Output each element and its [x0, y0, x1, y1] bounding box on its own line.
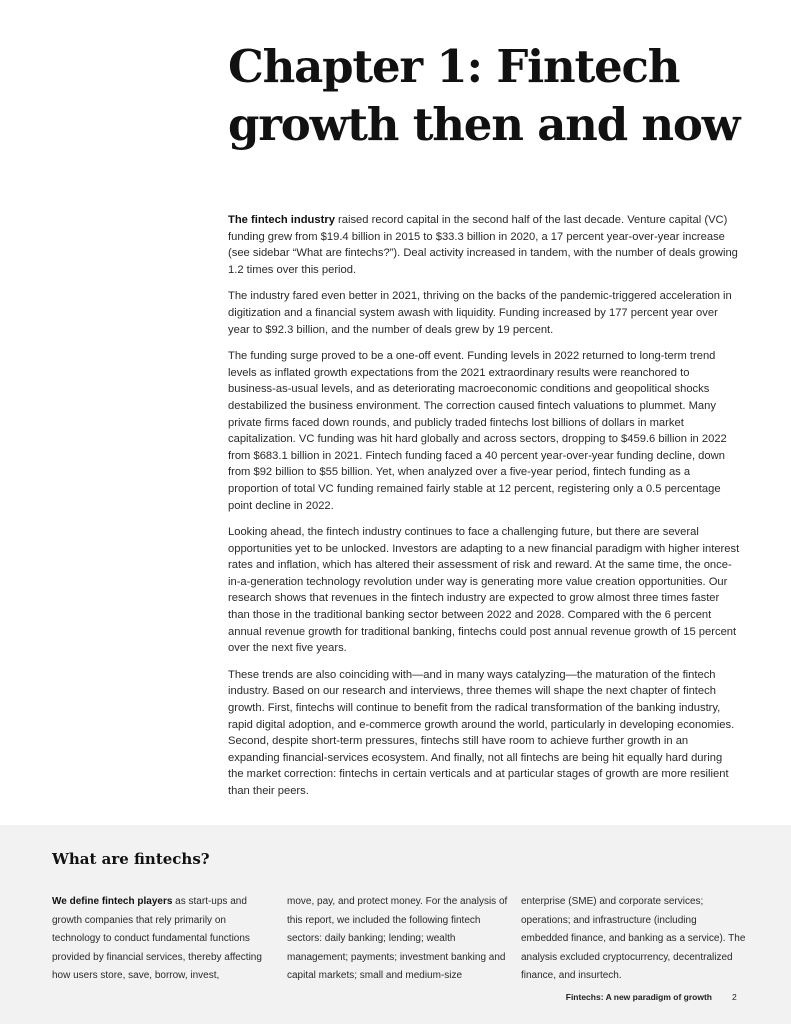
page-number: 2 — [732, 992, 737, 1002]
sidebar-column-2: move, pay, and protect money. For the analysis of this report, we included the following fintech sectors: daily banking; lending; wealth management; payments; investment banking and capital markets; small and medium-size — [287, 896, 508, 981]
paragraph-3: The funding surge proved to be a one-off event. Funding levels in 2022 returned to long-term trend levels as inflated growth expectations from the 2021 extraordinary results were reanchored to business-as-usual levels, and as deteriorating macroeconomic conditions and geopolitical shocks destabilized the business environment. The correction caused fintech valuations to plummet. Many private firms faced down rounds, and publicly traded fintechs lost billions of dollars in market capitalization. VC funding was hit hard globally and across sectors, dropping to $459.6 billion in 2022 from $683.1 billion in 2021. Fintech funding faced a 40 percent year-over-year funding decline, down from $92 billion to $55 billion. Yet, when analyzed over a five-year period, fintech funding as a proportion of total VC funding remained fairly stable at 12 percent, registering only a 0.5 percentage point decline in 2022. — [228, 350, 727, 512]
chapter-title-line-2: growth then and now — [228, 98, 740, 151]
sidebar-column-3: enterprise (SME) and corporate services; operations; and infrastructure (including embedded finance, and banking as a service). The analysis excluded cryptocurrency, decentralized finance, and insurtech. — [521, 896, 746, 981]
chapter-title-line-1: Chapter 1: Fintech — [228, 40, 680, 93]
paragraph-1 — [228, 212, 740, 278]
sidebar-column-1 — [52, 893, 277, 986]
sidebar-title: What are fintechs? — [52, 850, 210, 868]
paragraph-2: The industry fared even better in 2021, thriving on the backs of the pandemic-triggered acceleration in digitization and a financial system awash with liquidity. Funding increased by 177 percent year over year to $92.3 billion, and the number of deals grew by 19 percent. — [228, 290, 732, 336]
body-text — [228, 212, 740, 810]
sidebar-column-1-text: as start-ups and growth companies that rely primarily on technology to conduct fundamental functions provided by financial services, thereby affecting how users store, save, borrow, invest, — [52, 896, 262, 981]
paragraph-1-lead: The fintech industry — [228, 214, 335, 226]
paragraph-1-text: raised record capital in the second half of the last decade. Venture capital (VC) funding grew from $19.4 billion in 2015 to $33.3 billion in 2020, a 17 percent year-over-year increase (see sidebar “What are fintechs?”). Deal activity increased in tandem, with the number of deals growing 1.2 times over this period. — [228, 214, 738, 276]
paragraph-5: These trends are also coinciding with—and in many ways catalyzing—the maturation of the fintech industry. Based on our research and interviews, three themes will shape the next chapter of fintech growth. First, fintechs will continue to benefit from the radical transformation of the banking industry, rapid digital adoption, and e-commerce growth around the world, particularly in developing economies. Second, despite short-term pressures, fintechs still have room to achieve further growth in an expanding financial-services ecosystem. And finally, not all fintechs are being hit equally hard during the market correction: fintechs in certain verticals and at particular stages of growth are more resilient than their peers. — [228, 668, 735, 797]
paragraph-4: Looking ahead, the fintech industry continues to face a challenging future, but there are several opportunities yet to be unlocked. Investors are adapting to a new financial paradigm with higher interest rates and inflation, which has altered their assessment of risk and reward. At the same time, the once-in-a-generation technology revolution under way is generating more value creation opportunities. Our research shows that revenues in the fintech industry are expected to grow almost three times faster than those in the traditional banking sector between 2022 and 2028. Compared with the 6 percent annual revenue growth for traditional banking, fintechs could post annual revenue growth of 15 percent over the next five years. — [228, 526, 740, 655]
footer-publication-title: Fintechs: A new paradigm of growth — [565, 992, 712, 1002]
sidebar-lead: We define fintech players — [52, 896, 173, 907]
chapter-title — [228, 38, 748, 154]
